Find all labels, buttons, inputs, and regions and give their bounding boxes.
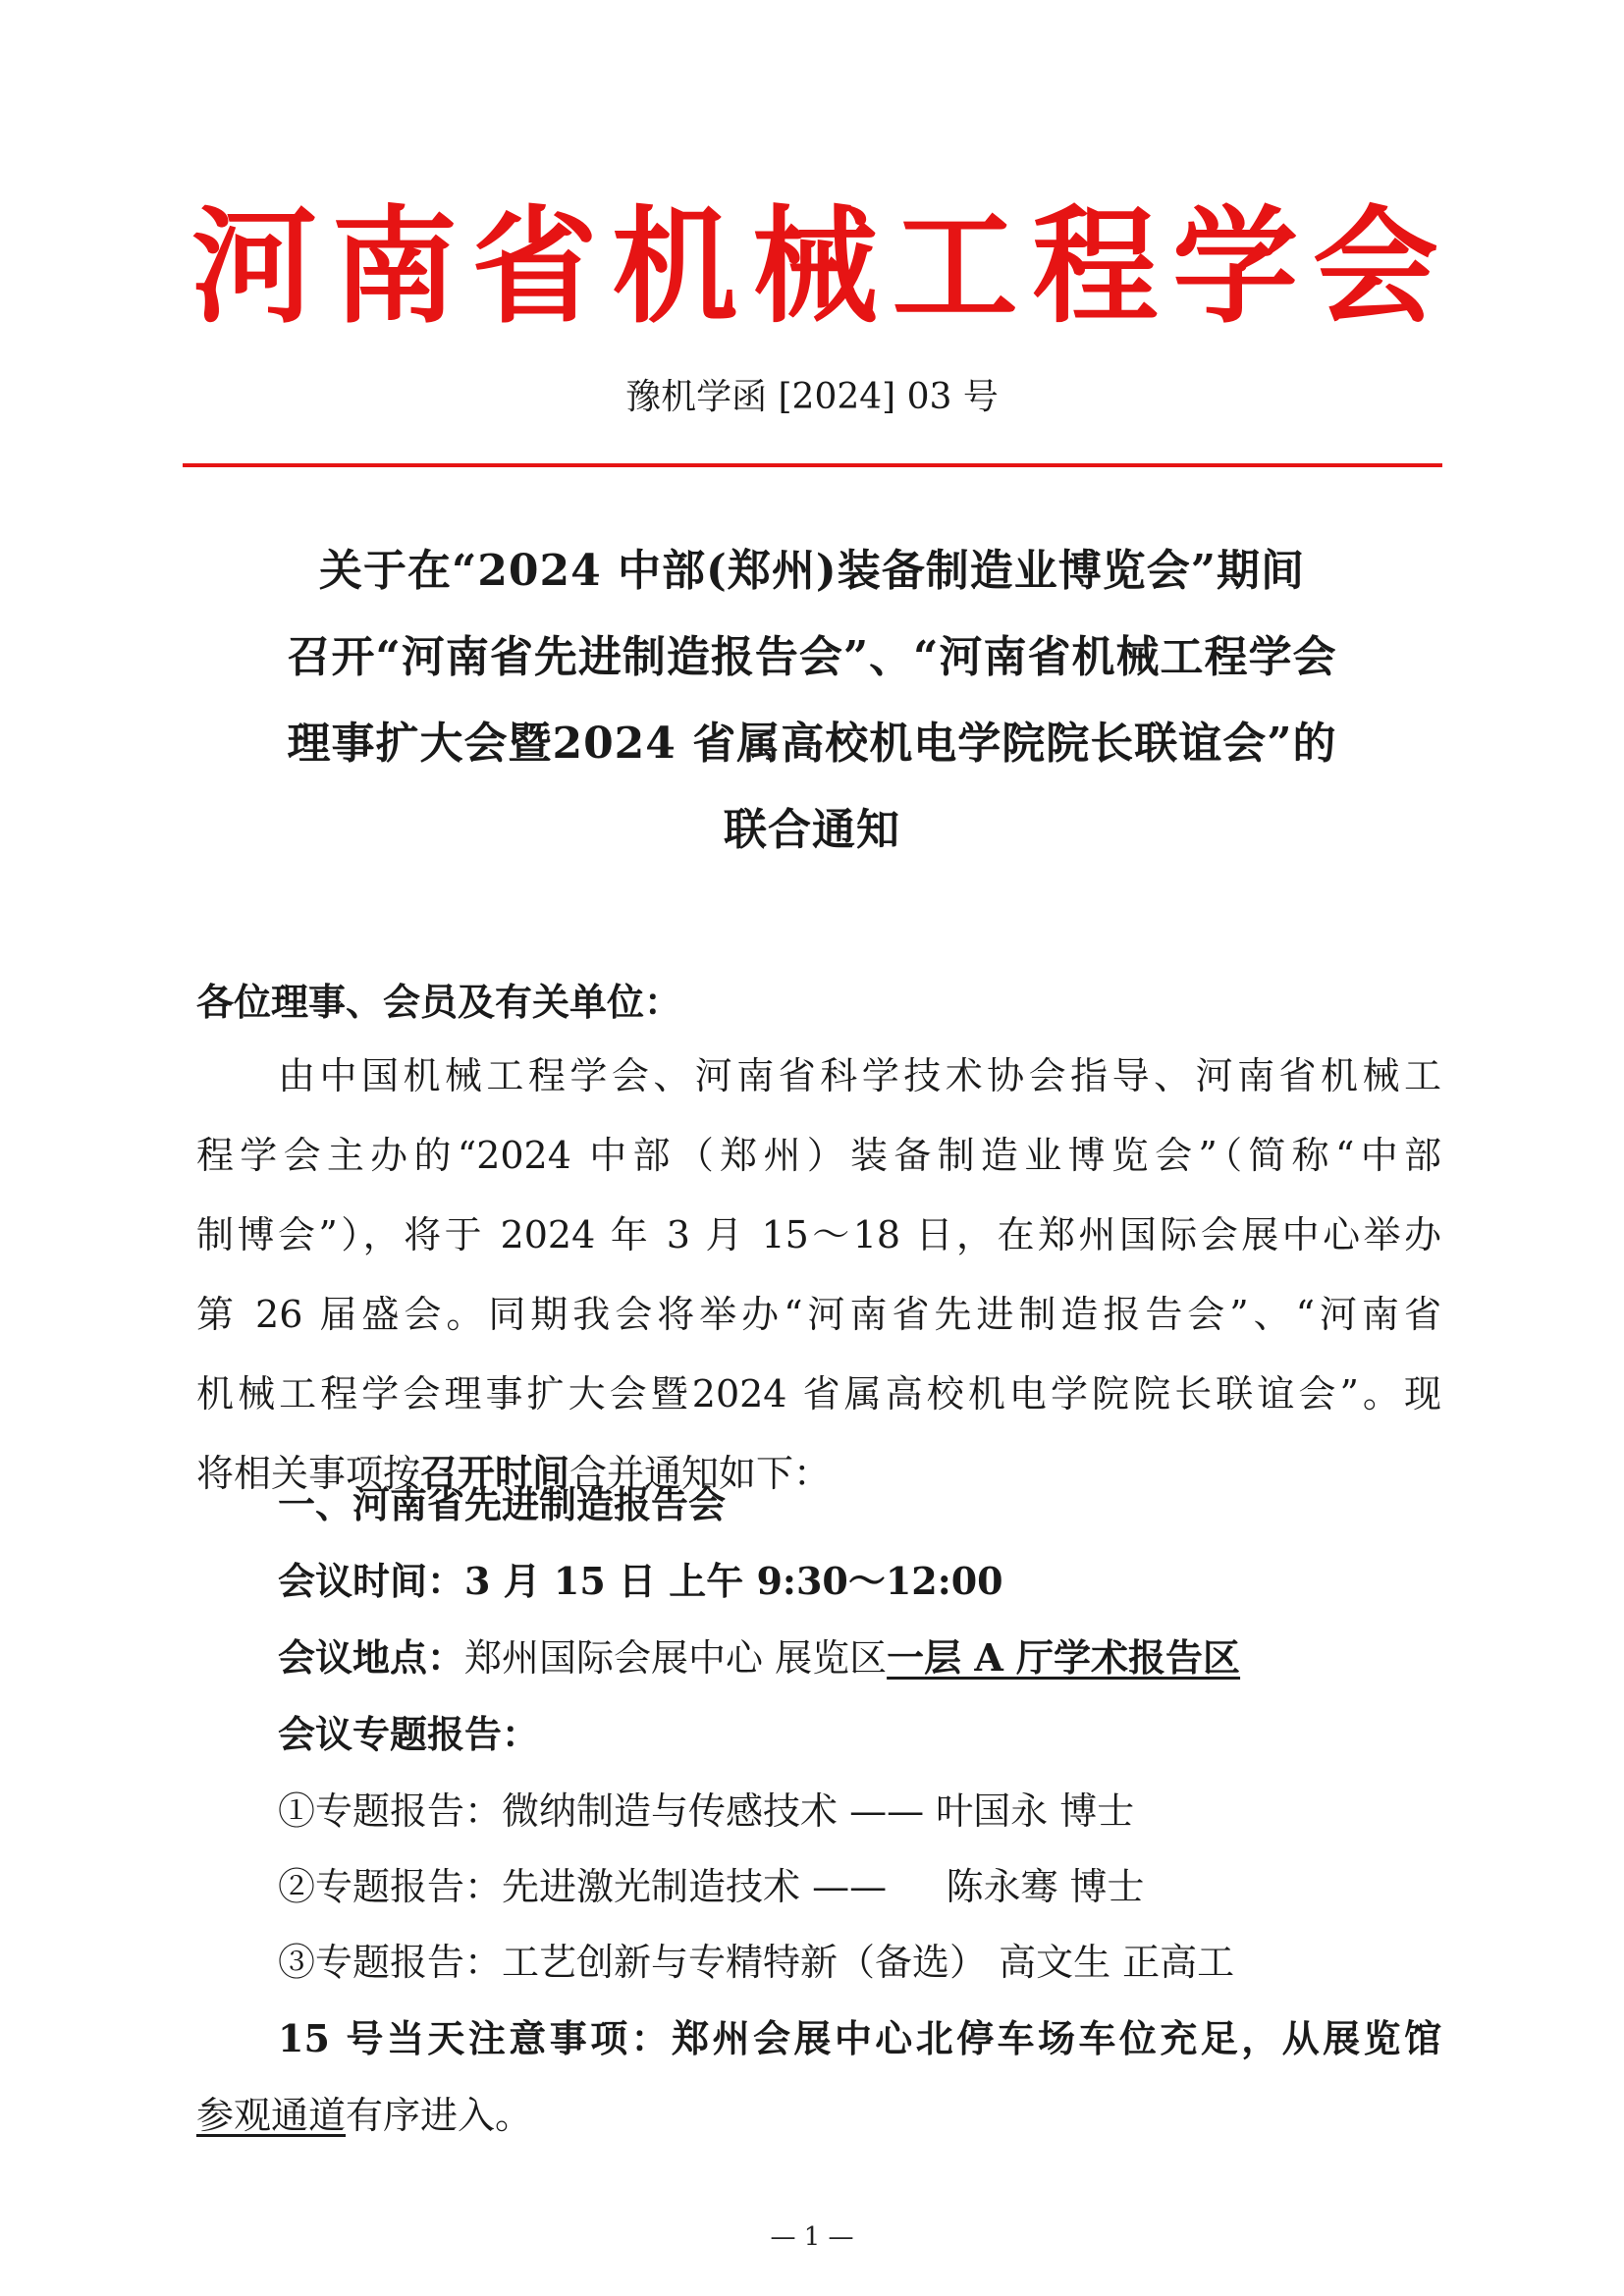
salutation: 各位理事、会员及有关单位：: [196, 980, 682, 1024]
meeting-place: [278, 1630, 1240, 1685]
visit-channel-text: 参观通道: [196, 2094, 347, 2137]
intro-line-3: 制博会”），将于 2024 年 3 月 15～18 日，在郑州国际会展中心举办: [196, 1213, 1441, 1256]
intro-line-2: 程学会主办的“2024 中部（郑州）装备制造业博览会”（简称“中部: [196, 1134, 1441, 1177]
org-title-char: 程: [1032, 193, 1159, 341]
org-title-char: 机: [612, 193, 738, 341]
notice-line-2: [196, 2088, 532, 2143]
topics-label: 会议专题报告：: [278, 1712, 540, 1756]
meeting-time: [278, 1554, 1003, 1609]
intro-emphasis: 召开时间: [420, 1451, 570, 1495]
notice-title-line-4: 联合通知: [724, 805, 900, 855]
intro-line-5: 机械工程学会理事扩大会暨2024 省属高校机电学院院长联谊会”。现: [196, 1372, 1441, 1415]
header-divider: [183, 463, 1442, 467]
page-number: — 1 —: [770, 2222, 854, 2252]
section-1-heading: 一、河南省先进制造报告会: [278, 1482, 727, 1526]
notice-line-1: 15 号当天注意事项：郑州会展中心北停车场车位充足，从展览馆: [278, 2016, 1441, 2060]
notice-title-line-2: 召开“河南省先进制造报告会”、“河南省机械工程学会: [287, 632, 1337, 682]
topic-item-1: ①专题报告：微纳制造与传感技术 —— 叶国永 博士: [278, 1789, 1135, 1833]
org-title-char: 工: [892, 193, 1018, 341]
meeting-place-highlight: 一层 A 厅学术报告区: [887, 1635, 1241, 1680]
notice-title-line-3: 理事扩大会暨2024 省属高校机电学院院长联谊会”的: [287, 719, 1337, 769]
meeting-time-value: 3 月 15 日 上午 9:30～12:00: [464, 1559, 1003, 1603]
org-title-char: 械: [751, 193, 878, 341]
org-title-char: 河: [191, 193, 318, 341]
notice-title-line-1: 关于在“2024 中部(郑州)装备制造业博览会”期间: [318, 546, 1306, 596]
meeting-time-label: 会议时间：: [278, 1559, 465, 1603]
document-number: 豫机学函 [2024] 03 号: [625, 377, 999, 417]
meeting-place-value: 郑州国际会展中心 展览区: [464, 1636, 888, 1680]
org-title: [191, 193, 1438, 341]
intro-line-6-suffix: 合并通知如下：: [569, 1452, 832, 1495]
intro-line-6-prefix: 将相关事项按: [196, 1452, 421, 1495]
org-title-char: 学: [1172, 193, 1299, 341]
meeting-place-label: 会议地点：: [278, 1635, 465, 1680]
org-title-char: 省: [471, 193, 598, 341]
intro-line-4: 第 26 届盛会。同期我会将举办“河南省先进制造报告会”、“河南省: [196, 1293, 1441, 1336]
org-title-char: 南: [331, 193, 458, 341]
org-title-char: 会: [1312, 193, 1438, 341]
topic-item-2: ②专题报告：先进激光制造技术 —— 陈永骞 博士: [278, 1865, 1145, 1908]
notice-line-2-rest: 有序进入。: [346, 2094, 533, 2137]
topic-item-3: ③专题报告：工艺创新与专精特新（备选） 高文生 正高工: [278, 1941, 1235, 1984]
intro-line-1: 由中国机械工程学会、河南省科学技术协会指导、河南省机械工: [278, 1054, 1441, 1097]
